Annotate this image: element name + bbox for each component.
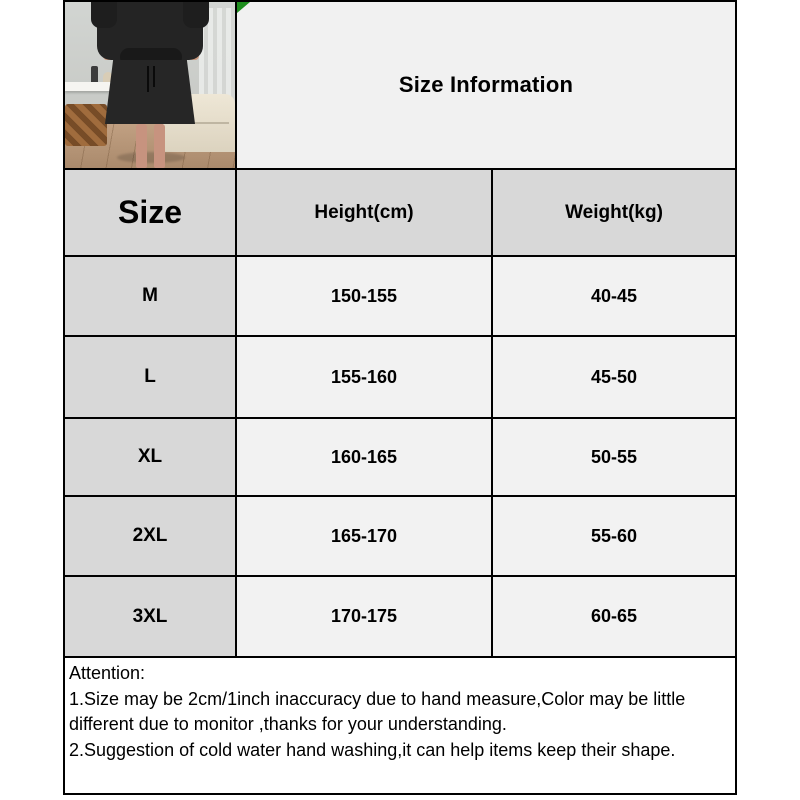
photo-model-left-leg: [136, 124, 147, 168]
photo-shelf-decor: [91, 66, 98, 82]
weight-value-xl: 50-55: [493, 419, 735, 495]
photo-model-right-leg: [154, 124, 165, 168]
attention-item-1: 1.Size may be 2cm/1inch inaccuracy due to hand measure,Color may be little different due to monitor ,thanks for your understanding.: [69, 688, 686, 735]
height-value-m: 150-155: [237, 257, 491, 335]
row-label-3xl: 3XL: [65, 577, 235, 656]
weight-value-3xl: 60-65: [493, 577, 735, 656]
row-label-l: L: [65, 337, 235, 417]
attention-item-2: 2.Suggestion of cold water hand washing,it can help items keep their shape.: [69, 739, 676, 760]
photo-model-shadow: [117, 152, 185, 163]
attention-notes: [65, 658, 735, 793]
product-photo: [65, 2, 235, 168]
size-chart-sheet: [63, 0, 737, 795]
column-header-height: Height(cm): [237, 170, 491, 255]
column-header-size: Size: [65, 170, 235, 255]
height-value-l: 155-160: [237, 337, 491, 417]
weight-value-m: 40-45: [493, 257, 735, 335]
photo-tshirt-left-sleeve: [91, 2, 117, 28]
height-value-3xl: 170-175: [237, 577, 491, 656]
photo-drawstring: [147, 66, 149, 92]
row-label-m: M: [65, 257, 235, 335]
photo-model-shorts: [105, 60, 195, 124]
photo-drawstring: [153, 66, 155, 87]
height-value-xl: 160-165: [237, 419, 491, 495]
weight-value-2xl: 55-60: [493, 497, 735, 575]
column-header-weight: Weight(kg): [493, 170, 735, 255]
row-label-2xl: 2XL: [65, 497, 235, 575]
row-label-xl: XL: [65, 419, 235, 495]
title-cell: [237, 2, 735, 168]
photo-tshirt-right-sleeve: [183, 2, 209, 28]
page-title: Size Information: [398, 72, 574, 97]
attention-label: Attention:: [69, 663, 146, 683]
cell-comment-marker-icon: [237, 2, 250, 13]
photo-firewood: [65, 104, 107, 146]
height-value-2xl: 165-170: [237, 497, 491, 575]
weight-value-l: 45-50: [493, 337, 735, 417]
